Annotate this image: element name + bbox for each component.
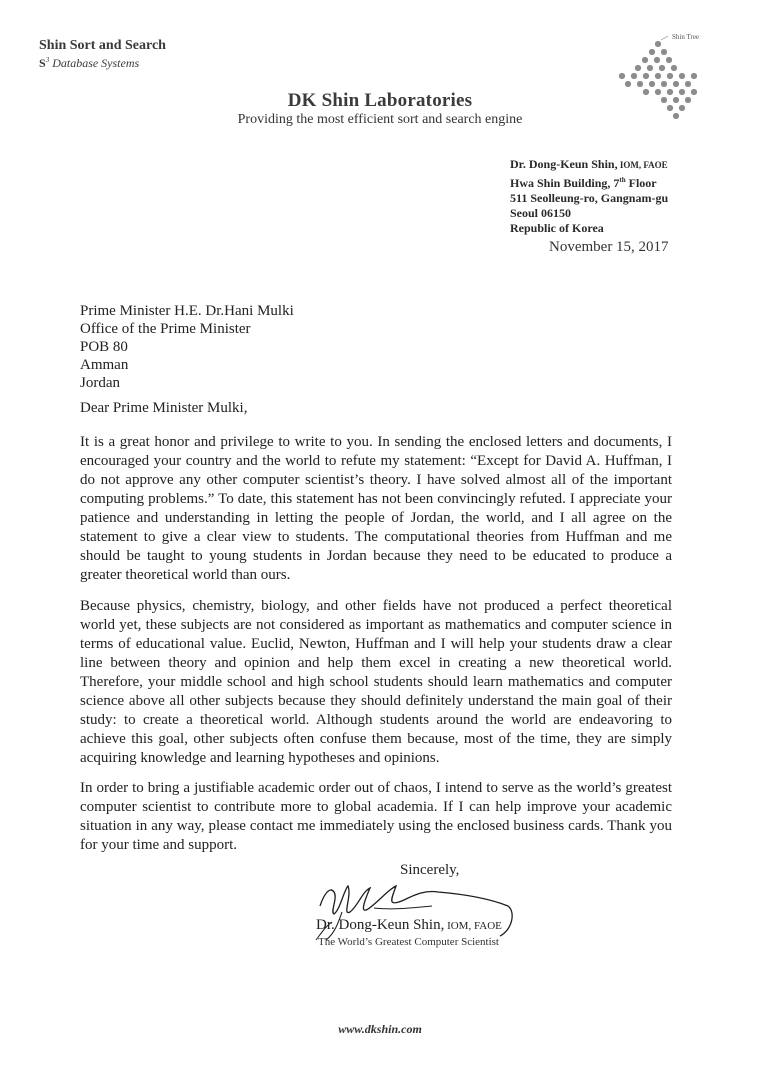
brand-name: Shin Sort and Search xyxy=(39,38,166,53)
sender-credentials: IOM, FAOE xyxy=(617,160,668,170)
sender-address-line3: Seoul 06150 xyxy=(510,206,572,220)
signer-name: Dr. Dong-Keun Shin, xyxy=(316,917,445,933)
tree-dot xyxy=(619,73,625,79)
sender-address-line2: 511 Seolleung-ro, Gangnam-gu xyxy=(510,191,669,205)
tree-dot xyxy=(673,81,679,87)
recipient-line1: Prime Minister H.E. Dr.Hani Mulki xyxy=(80,303,294,319)
tree-dot xyxy=(661,81,667,87)
tree-dot xyxy=(671,65,677,71)
tree-dot xyxy=(655,73,661,79)
signer-credentials: IOM, FAOE xyxy=(444,920,502,932)
tree-dot xyxy=(631,73,637,79)
brand-sub-prefix: S xyxy=(39,56,46,70)
recipient-line5: Jordan xyxy=(80,375,120,391)
address-line1-sup: th xyxy=(619,176,626,184)
tree-dot xyxy=(643,73,649,79)
closing: Sincerely, xyxy=(400,862,460,878)
recipient-address xyxy=(80,302,294,392)
tree-dot xyxy=(667,73,673,79)
tree-dot xyxy=(642,57,648,63)
letterhead xyxy=(0,90,760,128)
recipient-line3: POB 80 xyxy=(80,339,128,355)
signer-name-line xyxy=(316,917,502,934)
address-line1-main: Hwa Shin Building, 7 xyxy=(510,176,620,190)
tree-dot xyxy=(649,81,655,87)
tree-dot xyxy=(655,41,661,47)
salutation: Dear Prime Minister Mulki, xyxy=(80,400,248,416)
tree-dot xyxy=(685,81,691,87)
sender-address-line1 xyxy=(510,173,668,191)
lab-tagline: Providing the most efficient sort and search engine xyxy=(237,112,523,127)
recipient-line4: Amman xyxy=(80,357,129,373)
tree-dot xyxy=(661,49,667,55)
address-line1-end: Floor xyxy=(625,176,657,190)
signer-title: The World’s Greatest Computer Scientist xyxy=(318,936,499,948)
sender-address xyxy=(510,157,668,236)
tree-dot xyxy=(649,49,655,55)
footer-website: www.dkshin.com xyxy=(338,1022,422,1036)
tree-dot xyxy=(691,73,697,79)
brand-subtitle xyxy=(39,53,166,71)
body-paragraph-2: Because physics, chemistry, biology, and other fields have not produced a perfect theoretical world yet, these subjects are not considered as important as mathematics and computer science in terms of educational value. Euclid, Newton, Huffman and I will help your students draw a clear line between theory and opinion and help them excel in creating a new theoretical world. Therefore, your middle school and high school students should learn mathematics and computer science above all other subjects because they should definitely understand the main goal of their study: to create a theoretical world. Although students around the world are endeavoring to achieve this goal, other subjects often confuse them because, most of the time, they are simply acquiring knowledge and learning hypotheses and opinions. xyxy=(80,598,672,766)
tree-dot xyxy=(654,57,660,63)
tree-dot xyxy=(679,73,685,79)
letter-date: November 15, 2017 xyxy=(549,239,669,255)
brand-sub-sup: 3 xyxy=(45,56,50,64)
recipient-line2: Office of the Prime Minister xyxy=(80,321,251,337)
sender-name-line xyxy=(510,157,668,173)
sender-name: Dr. Dong-Keun Shin, xyxy=(510,157,618,171)
logo-caption: Shin Tree xyxy=(672,33,700,41)
brand-sub-text: Database Systems xyxy=(49,56,140,70)
sender-address-line4: Republic of Korea xyxy=(510,221,604,235)
tree-dot xyxy=(659,65,665,71)
tree-dot xyxy=(625,81,631,87)
tree-dot xyxy=(647,65,653,71)
brand-block xyxy=(39,38,166,71)
tree-dot xyxy=(637,81,643,87)
body-paragraph-1: It is a great honor and privilege to write to you. In sending the enclosed letters and documents, I encouraged your country and the world to refute my statement: “Except for David A. Huffman, I do not approve any other computer scientist’s theory. I have solved almost all of the important computing problems.” To date, this statement has not been convincingly refuted. I appreciate your patience and understanding in letting the people of Jordan, the world, and I all agree on the statement to give a clear view to students. The computational theories from Huffman and me should be taught to young students in Jordan because they need to be educated to produce a greater theoretical world than ours. xyxy=(80,434,672,583)
body-paragraph-3: In order to bring a justifiable academic order out of chaos, I intend to serve as the world’s greatest computer scientist to contribute more to global academia. If I can help improve your academic situation in any way, please contact me immediately using the enclosed business cards. Thank you for your time and support. xyxy=(80,780,672,853)
lab-title: DK Shin Laboratories xyxy=(287,90,473,111)
tree-dot xyxy=(635,65,641,71)
tree-dot xyxy=(666,57,672,63)
